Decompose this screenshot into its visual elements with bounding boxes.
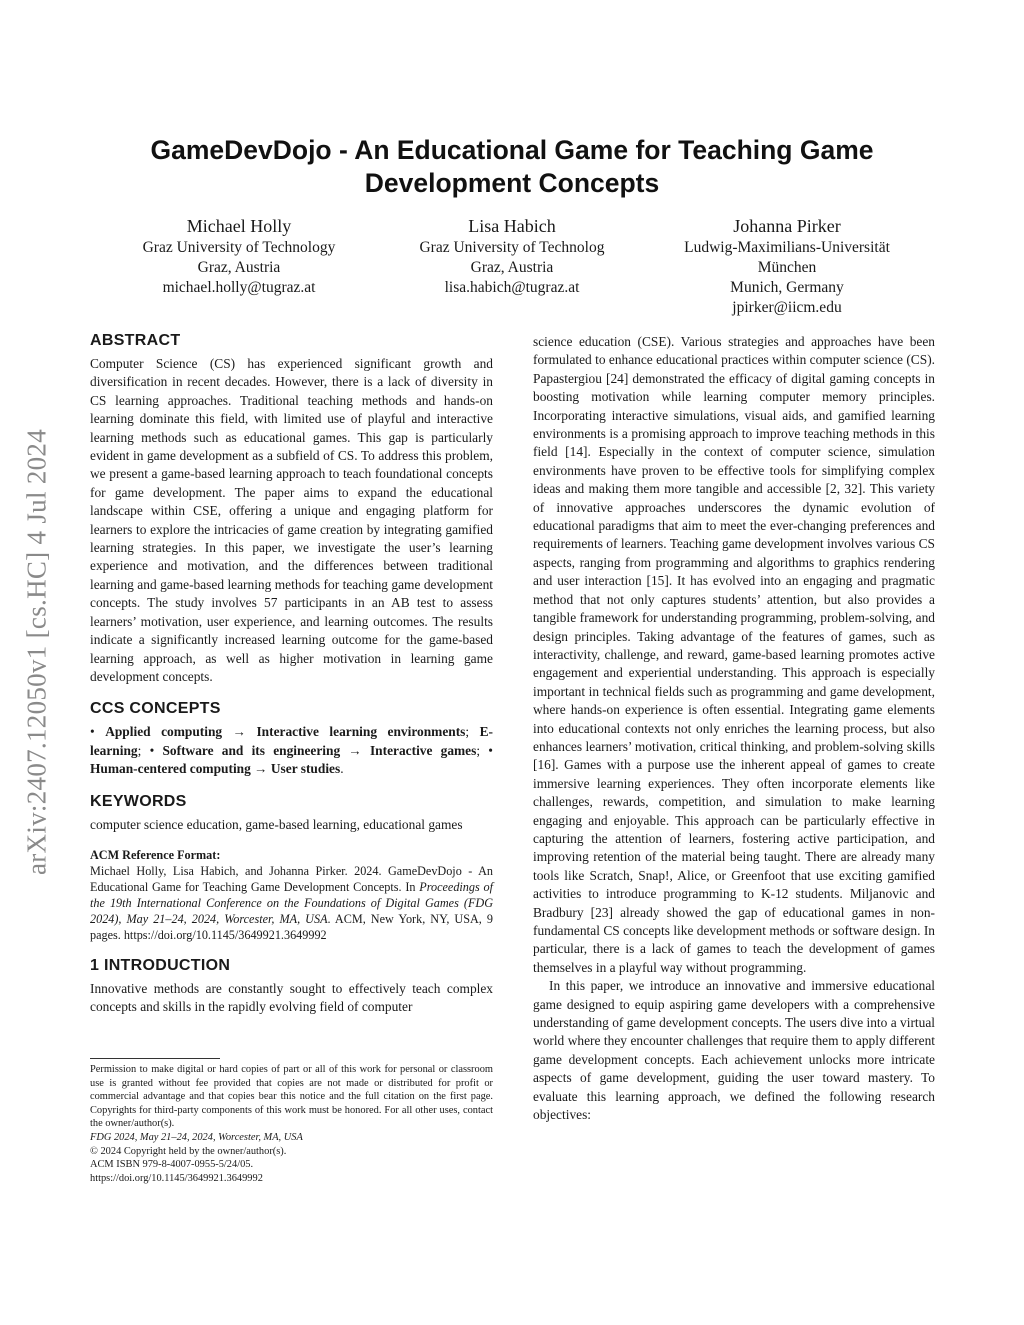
author-email[interactable]: michael.holly@tugraz.at <box>162 279 316 296</box>
author-3 <box>637 214 937 318</box>
ccs-item: E-learning <box>90 724 493 758</box>
acm-reference-part: . ACM, New York, NY, USA, 9 pages. https://doi.org/10.1145/3649921.3649992 <box>90 911 493 942</box>
ccs-item: Human-centered computing → User studies <box>90 761 341 777</box>
acm-reference-text <box>90 863 493 943</box>
acm-reference-proceedings: Proceedings of the 19th International Conference on the Foundations of Digital Games (FDG 2024), May 21–24, 2024, Worcester, MA, USA <box>90 879 493 926</box>
ccs-bullet: • <box>90 724 106 740</box>
ccs-heading: CCS CONCEPTS <box>90 700 221 718</box>
copyright-text: © 2024 Copyright held by the owner/author(s). <box>90 1145 287 1157</box>
author-location: München <box>757 259 817 276</box>
abstract-text: Computer Science (CS) has experienced significant growth and diversification in recent decades. However, there is a lack of diversity in CS learning approaches. Traditional teaching methods and hands-on learning dominate this field, with limited use of playful and interactive learning methods such as educational games. This gap is particularly evident in game development as a subfield of CS. To address this problem, we present a game-based learning approach to teach foundational concepts for game development. The paper aims to expand the educational landscape within CSE, offering a unique and engaging platform for learners to explore the intricacies of game creation by integrating gamified learning strategies. In this paper, we investigate the user’s learning experience and motivation, and the differences between traditional learning and game-based learning methods for teaching game development concepts. The study involves 57 participants in an AB test to assess learners’ motivation, user experience, and learning outcomes. The results indicate a significantly increased learning outcome for the game-based learning approach, as well as higher motivation in learning game development concepts. <box>90 356 493 684</box>
ccs-separator: ; <box>476 742 489 758</box>
author-name: Michael Holly <box>186 216 292 236</box>
introduction-text: Innovative methods are constantly sought to effectively teach complex concepts and skills in the rapidly evolving field of computer <box>90 980 493 1015</box>
introduction-paragraph-2: In this paper, we introduce an innovative and immersive educational game designed to equip aspiring game developers with a comprehensive understanding of game development concepts. The users dive into a virtual world where they encounter challenges that require them to apply different game development concepts. Each achievement unlocks more intricate aspects of game development, guiding the user toward mastery. To evaluate this learning approach, we defined the following research objectives: <box>533 978 935 1123</box>
ccs-concepts-section <box>90 699 493 778</box>
author-name: Johanna Pirker <box>733 216 841 236</box>
author-location-country: Munich, Germany <box>730 279 844 296</box>
isbn-text: ACM ISBN 979-8-4007-0955-5/24/05. <box>90 1159 254 1171</box>
author-affiliation: Ludwig-Maximilians-Universität <box>684 239 890 256</box>
paper-title: GameDevDojo - An Educational Game for Teaching Game Development Concepts <box>150 135 874 198</box>
author-email[interactable]: lisa.habich@tugraz.at <box>444 279 580 296</box>
introduction-section <box>90 956 493 1017</box>
ccs-bullet: • <box>488 742 493 758</box>
permission-footnote <box>90 1063 493 1185</box>
abstract-heading: ABSTRACT <box>90 332 181 349</box>
arxiv-sidebar-stamp <box>14 372 60 932</box>
author-1 <box>89 214 389 298</box>
footnote-divider <box>90 1058 220 1059</box>
keywords-section <box>90 792 493 834</box>
ccs-separator: . <box>340 761 344 777</box>
author-name: Lisa Habich <box>468 216 556 236</box>
author-affiliation: Graz University of Technolog <box>419 239 605 256</box>
keywords-text: computer science education, game-based learning, educational games <box>90 816 463 832</box>
acm-reference-section <box>90 847 493 943</box>
author-email[interactable]: jpirker@iicm.edu <box>732 299 842 316</box>
acm-reference-part: Michael Holly, Lisa Habich, and Johanna Pirker. 2024. GameDevDojo - An Educational Game for Teaching Game Development Concepts. In <box>90 863 493 894</box>
keywords-heading: KEYWORDS <box>90 792 187 810</box>
ccs-bullet: • <box>149 742 163 758</box>
introduction-paragraph-1: science education (CSE). Various strategies and approaches have been formulated to enhance educational practices within computer science (CS). Papastergiou [24] demonstrated the efficacy of digital gaming concepts in boosting motivation while learning computer memory principles. Incorporating interactive simulations, visual aids, and gamified learning environments is a promising approach to improve teaching methods in this field [14]. Especially in the context of computer science, simulation environments have proven to be effective tools for simplifying complex ideas and making them more tangible and accessible [2, 32]. This variety of innovative approaches underscores the dynamic evolution of educational paradigms that aim to meet the ever-changing preferences and requirements of learners. Teaching game development involves various CS aspects, ranging from programming and algorithms to graphics rendering and user interaction [15]. It has evolved into an engaging and pragmatic method that not only captures students’ attention, but also provides a tangible framework for understanding programming, problem-solving, and design principles. Taking advantage of the features of games, such as interactivity, challenge, and reward, game-based learning promotes active engagement and experiential understanding. This approach is especially important in technical fields such as programming and game development, where hands-on experience is often essential. Integrating game elements into educational contexts not only enriches the learning process, but also enhances learners’ motivation, critical thinking, and problem-solving skills [16]. Games with a purpose use the inherent appeal of games to create immersive learning experiences. They often incorporate elements like challenges, rewards, competition, and simulation to make learning engaging and enjoyable. This approach can be particularly effective in capturing the attention of learners, fostering active participation, and improving retention of the material being taught. There are already many tools like Scratch, Snap!, Alice, or Greenfoot that use exciting gamified activities to introduce programming to K-12 students. Miljanovic and Bradbury [23] already showed the gap of educational games in non-fundamental CS concepts like development methods or software design. In particular, there is a lack of games to teach the development of games themselves in a playful way without programming. <box>533 334 935 975</box>
acm-reference-heading: ACM Reference Format: <box>90 847 221 862</box>
introduction-heading: 1 INTRODUCTION <box>90 956 231 974</box>
ccs-separator: ; <box>137 742 150 758</box>
ccs-separator: ; <box>465 724 480 740</box>
venue-text: FDG 2024, May 21–24, 2024, Worcester, MA, USA <box>90 1131 303 1143</box>
right-column <box>533 333 935 1124</box>
author-affiliation: Graz University of Technology <box>142 239 336 256</box>
ccs-list <box>90 723 493 778</box>
author-location: Graz, Austria <box>470 259 554 276</box>
ccs-item: Applied computing → Interactive learning environments <box>105 724 466 740</box>
doi-link[interactable]: https://doi.org/10.1145/3649921.3649992 <box>90 1172 263 1184</box>
ccs-item: Software and its engineering → Interactive games <box>162 742 477 758</box>
left-column <box>90 331 493 1030</box>
author-location: Graz, Austria <box>197 259 281 276</box>
arxiv-identifier: arXiv:2407.12050v1 [cs.HC] 4 Jul 2024 <box>21 428 52 876</box>
author-2 <box>362 214 662 298</box>
abstract-section <box>90 331 493 686</box>
permission-text: Permission to make digital or hard copies of part or all of this work for personal or classroom use is granted without fee provided that copies are not made or distributed for profit or commercial advantage and that copies bear this notice and the full citation on the first page. Copyrights for third-party components of this work must be honored. For all other uses, contact the owner/author(s). <box>90 1064 493 1130</box>
